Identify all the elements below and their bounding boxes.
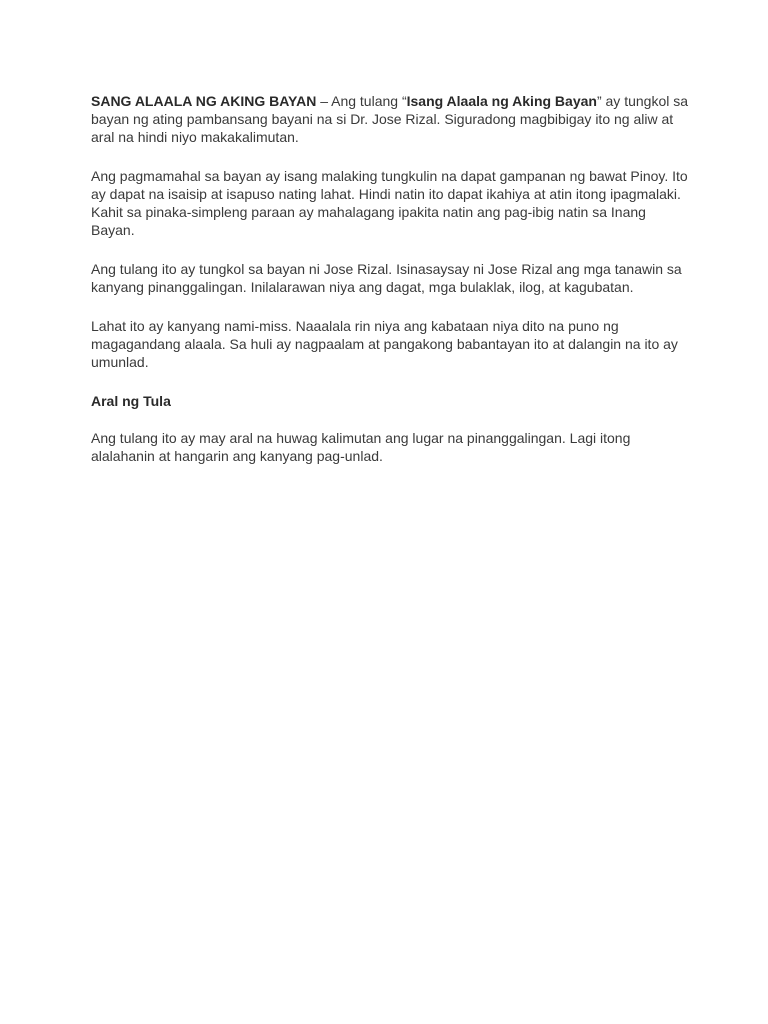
intro-paragraph [91,92,691,146]
document-page [91,92,691,486]
paragraph-poem-about-rizal-town: Ang tulang ito ay tungkol sa bayan ni Jose Rizal. Isinasaysay ni Jose Rizal ang mga tanawin sa kanyang pinanggalingan. Inilalarawan niya ang dagat, mga bulaklak, ilog, at kagubatan. [91,261,682,295]
intro-body-text: ” ay tungkol sa bayan ng ating pambansang bayani na si Dr. Jose Rizal. Siguradong magbibigay ito ng aliw at aral na hindi niyo makakalimutan. [91,93,689,145]
paragraph-love-of-country: Ang pagmamahal sa bayan ay isang malaking tungkulin na dapat gampanan ng bawat Pinoy. Ito ay dapat na isaisip at isapuso nating lahat. Hindi natin ito dapat ikahiya at atin itong ipagmalaki. Kahit sa pinaka-simpleng paraan ay mahalagang ipakita natin ang pag-ibig natin sa Inang Bayan. [91,168,688,238]
paragraph-missing-home: Lahat ito ay kanyang nami-miss. Naaalala rin niya ang kabataan niya dito na puno ng magagandang alaala. Sa huli ay nagpaalam at pangakong babantayan ito at dalangin na ito ay umunlad. [91,318,678,370]
document-title: SANG ALAALA NG AKING BAYAN [91,93,317,109]
poem-title: Isang Alaala ng Aking Bayan [406,93,597,109]
section-heading-aral-ng-tula: Aral ng Tula [91,393,171,409]
intro-dash-text: – Ang tulang “ [316,93,407,109]
paragraph-lesson: Ang tulang ito ay may aral na huwag kalimutan ang lugar na pinanggalingan. Lagi itong alalahanin at hangarin ang kanyang pag-unlad. [91,430,631,464]
